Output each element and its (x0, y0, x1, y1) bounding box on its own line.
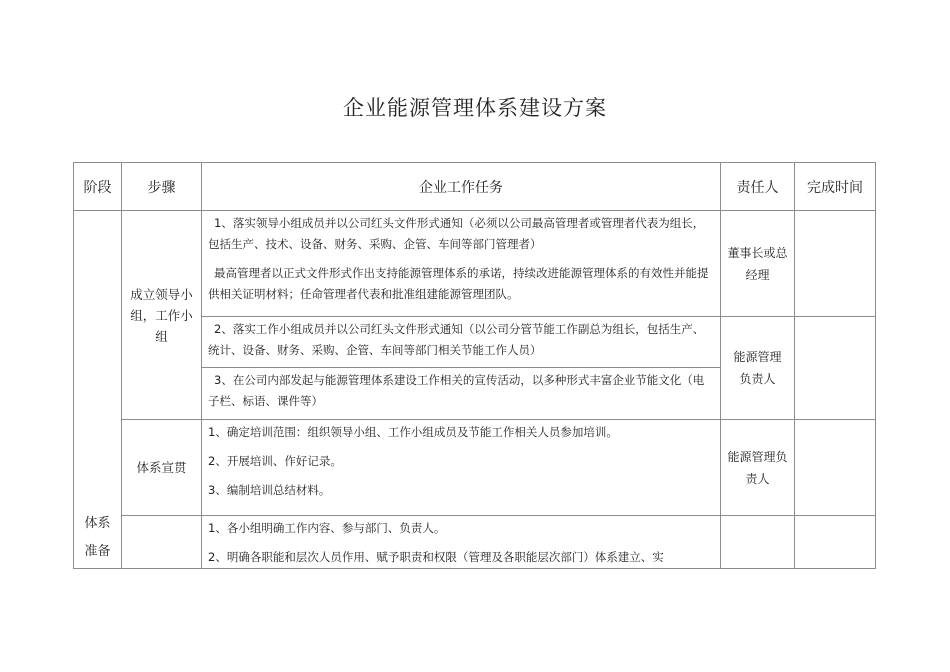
task-text: 3、编制培训总结材料。 (208, 483, 331, 497)
task-text: 3、在公司内部发起与能源管理体系建设工作相关的宣传活动，以多种形式丰富企业节能文化（电子栏、标语、课件等） (208, 373, 705, 408)
table-row (74, 516, 876, 569)
step-cell-leadership-group (122, 211, 202, 420)
task-text: 2、明确各职能和层次人员作用、赋予职责和权限（管理及各职能层次部门）体系建立、实 (208, 550, 664, 564)
table-row (74, 420, 876, 516)
responsible-cell (721, 317, 795, 420)
document-title: 企业能源管理体系建设方案 (343, 96, 607, 120)
task-cell (202, 368, 721, 420)
stage-label-line1: 体系 (84, 516, 111, 531)
task-clip (208, 518, 714, 568)
header-completion-time: 完成时间 (795, 163, 876, 211)
completion-time-cell (795, 317, 876, 420)
header-stage: 阶段 (74, 163, 122, 211)
header-step: 步骤 (122, 163, 202, 211)
responsible-text: 能源管理负责人 (727, 449, 788, 486)
task-text: 1、各小组明确工作内容、参与部门、负责人。 (208, 521, 446, 535)
task-cell (202, 516, 721, 569)
completion-time-cell (795, 516, 876, 569)
task-cell (202, 420, 721, 516)
task-text: 1、落实领导小组成员并以公司红头文件形式通知（必须以公司最高管理者或管理者代表为组长，包括生产、技术、设备、财务、采购、企管、车间等部门管理者） (208, 216, 705, 251)
task-cell (202, 317, 721, 368)
step-label: 成立领导小组，工作小组 (130, 286, 193, 344)
step-cell-empty (122, 516, 202, 569)
responsible-cell (721, 516, 795, 569)
task-text: 2、落实工作小组成员并以公司红头文件形式通知（以公司分管节能工作副总为组长，包括生产、统计、设备、财务、采购、企管、车间等部门相关节能工作人员） (208, 322, 705, 357)
responsible-cell (721, 420, 795, 516)
header-tasks: 企业工作任务 (202, 163, 721, 211)
table-header-row (74, 163, 876, 211)
header-responsible: 责任人 (721, 163, 795, 211)
step-cell-training (122, 420, 202, 516)
completion-time-cell (795, 420, 876, 516)
completion-time-cell (795, 211, 876, 317)
responsible-cell (721, 211, 795, 317)
stage-cell (74, 211, 122, 569)
table-row (74, 211, 876, 317)
task-text: 1、确定培训范围：组织领导小组、工作小组成员及节能工作相关人员参加培训。 (208, 425, 618, 439)
stage-label-line2: 准备 (84, 544, 111, 559)
task-text: 最高管理者以正式文件形式作出支持能源管理体系的承诺，持续改进能源管理体系的有效性并能提供相关证明材料；任命管理者代表和批准组建能源管理团队。 (208, 266, 709, 301)
step-label: 体系宣贯 (136, 460, 187, 475)
responsible-text: 董事长或总经理 (727, 245, 788, 282)
task-cell (202, 211, 721, 317)
responsible-text: 能源管理负责人 (733, 350, 782, 386)
task-text: 2、开展培训、作好记录。 (208, 454, 342, 468)
plan-table (73, 162, 876, 569)
